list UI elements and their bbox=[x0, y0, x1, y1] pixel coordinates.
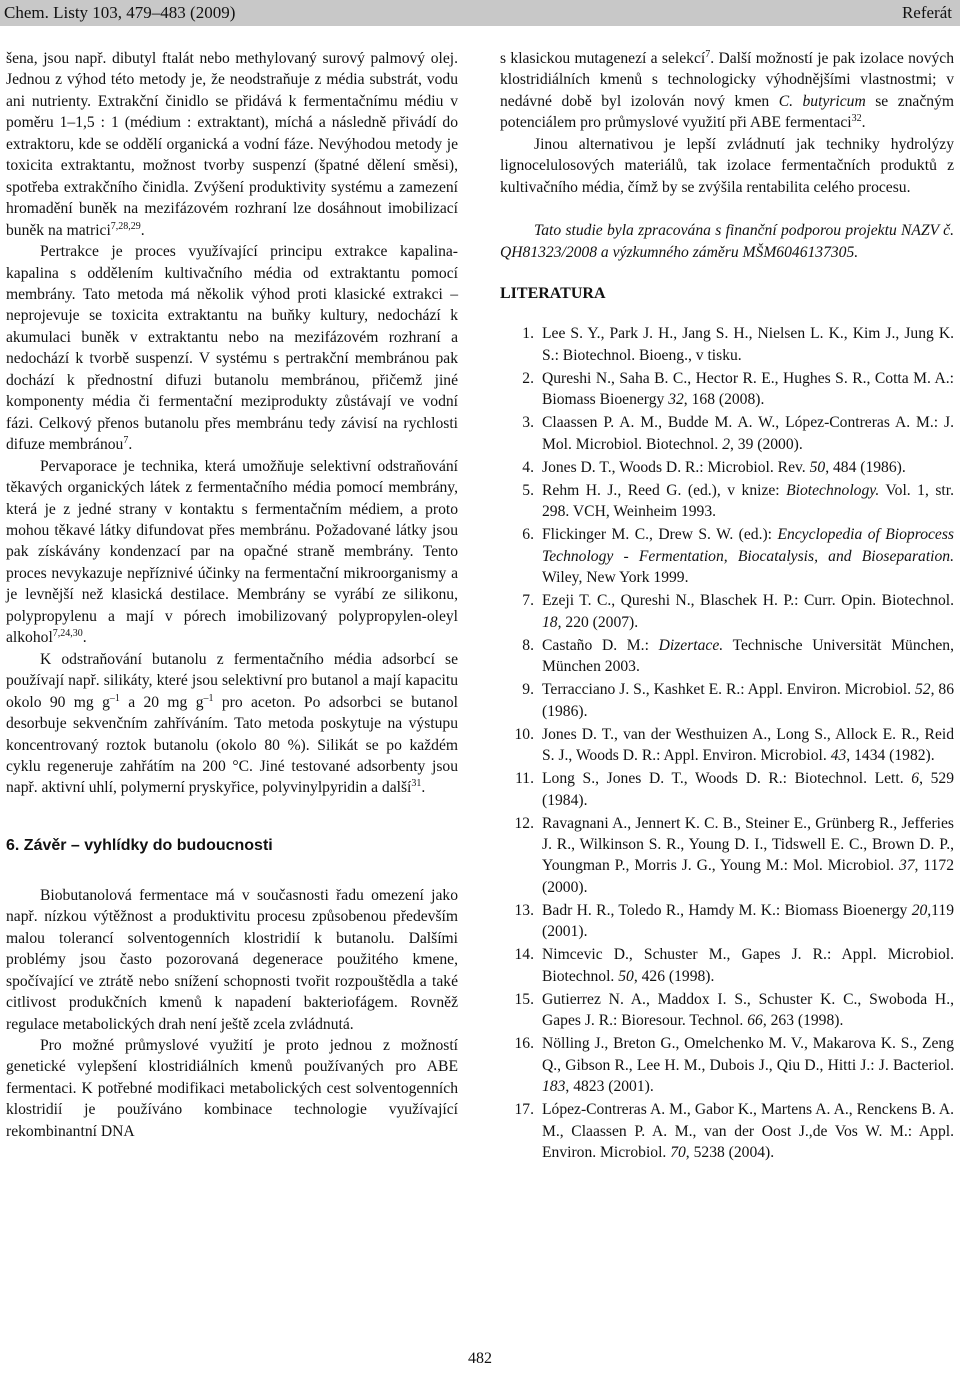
reference-number: 8. bbox=[522, 636, 534, 654]
reference-text: Terracciano J. S., Kashket E. R.: Appl. Environ. Microbiol. 52, 86 (1986). bbox=[542, 681, 954, 720]
paragraph-pertraction: Pertrakce je proces využívající principu extrakce kapalina-kapalina s oddělením kultivačního média od extraktantu pomocí membrány. Tato metoda má několik výhod proti klasické extrakci – neprojevuje se toxicita extraktantu na buňky kultury, nedochází k akumulaci buněk v extraktantu nebo na mezifázovém rozhraní a nedochází k tvorbě suspenzí. V systému s pertrakční membránou pak dochází k přednostní difuzi butanolu membránou, přičemž jiné komponenty média či fermentační meziprodukty zůstávají ve vodní fázi. Celkový přenos butanolu přes membránu tedy závisí na rychlosti difuze membránou$^7$. bbox=[6, 243, 458, 454]
reference-number: 5. bbox=[522, 481, 534, 499]
section-heading-conclusion: 6. Závěr – vyhlídky do budoucnosti bbox=[6, 836, 273, 854]
reference-number: 6. bbox=[522, 526, 534, 544]
reference-number: 3. bbox=[522, 414, 534, 432]
reference-item bbox=[500, 989, 954, 1032]
right-column bbox=[500, 48, 954, 1164]
journal-citation: Chem. Listy 103, 479–483 (2009) bbox=[4, 3, 236, 22]
reference-text: Castaño D. M.: Dizertace. Technische Universität München, München 2003. bbox=[542, 636, 954, 676]
reference-item bbox=[500, 900, 954, 943]
reference-item bbox=[500, 368, 954, 411]
reference-text: Flickinger M. C., Drew S. W. (ed.): Encyclopedia of Bioprocess Technology - Fermentation, Biocatalysis, and Bioseparation. Wiley, New York 1999. bbox=[542, 526, 954, 587]
reference-number: 16. bbox=[514, 1035, 534, 1053]
reference-text: López-Contreras A. M., Gabor K., Martens A. A., Renckens B. A. M., Claassen P. A. M., van der Oost J.,de Vos W. M.: Appl. Environ. Microbiol. 70, 5238 (2004). bbox=[542, 1101, 954, 1162]
paragraph-conclusion-2: Pro možné průmyslové využití je proto jednou z možností genetické vylepšení klostridiálních kmenů používaných pro ABE fermentaci. K potřebné modifikaci metabolických cest solventogenních klostridií je používáno kombinace technologie využívající rekombinantní DNA bbox=[6, 1037, 458, 1140]
reference-item bbox=[500, 412, 954, 455]
reference-number: 7. bbox=[522, 592, 534, 610]
reference-text: Rehm H. J., Reed G. (ed.), v knize: Biotechnology. Vol. 1, str. 298. VCH, Weinheim 1993. bbox=[542, 481, 954, 521]
reference-text: Gutierrez N. A., Maddox I. S., Schuster K. C., Swoboda H., Gapes J. R.: Bioresour. Technol. 66, 263 (1998). bbox=[542, 990, 954, 1030]
reference-item bbox=[500, 457, 954, 478]
reference-text: Long S., Jones D. T., Woods D. R.: Biotechnol. Lett. 6, 529 (1984). bbox=[542, 770, 955, 809]
reference-text: Nölling J., Breton G., Omelchenko M. V., Makarova K. S., Zeng Q., Gibson R., Lee H. M., Dubois J., Qiu D., Hitti J.: J. Bacteriol. 183, 4823 (2001). bbox=[542, 1035, 954, 1096]
reference-text: Ravagnani A., Jennert K. C. B., Steiner E., Grünberg R., Jefferies J. R., Wilkinson S. R., Young D. I., Tidswell E. C., Brown D. P., Youngman P., Morris J. G., Young M.: Mol. Microbiol. 37, 1172 (2000). bbox=[542, 814, 954, 896]
page-number: 482 bbox=[468, 1350, 492, 1367]
reference-number: 9. bbox=[522, 681, 534, 699]
reference-item bbox=[500, 524, 954, 588]
left-column bbox=[6, 48, 458, 1142]
section-label: Referát bbox=[901, 3, 952, 22]
reference-item bbox=[500, 323, 954, 366]
reference-number: 2. bbox=[522, 369, 534, 387]
reference-number: 11. bbox=[515, 770, 534, 788]
reference-text: Jones D. T., Woods D. R.: Microbiol. Rev. 50, 484 (1986). bbox=[542, 458, 906, 476]
reference-item bbox=[500, 480, 954, 523]
reference-item bbox=[500, 679, 954, 722]
reference-text: Ezeji T. C., Qureshi N., Blaschek H. P.: Curr. Opin. Biotechnol. 18, 220 (2007). bbox=[542, 592, 954, 631]
running-header bbox=[0, 0, 960, 26]
paragraph-pervaporation: Pervaporace je technika, která umožňuje selektivní odstraňování těkavých organických látek z fermentačního média pomocí membrány, která je z jedné strany v kontaktu s fermentačním médiem, a proto mohou těkavé látky difundovat přes membránu. Požadované látky jsou pak získávány kondenzací par na opačné straně membrány. Tento proces nevykazuje nepříznivé účinky na fermentační mikroorganismy a je levnější než klasická destilace. Membrány se vyrábí ze silikonu, polypropylenu a mají v pórech imobilizovaný polypropylen-oleyl alkohol$^{7,24,30}$. bbox=[6, 457, 458, 647]
reference-list bbox=[500, 323, 954, 1164]
reference-item bbox=[500, 944, 954, 987]
reference-item bbox=[500, 1033, 954, 1097]
paragraph-extraction: šena, jsou např. dibutyl ftalát nebo methylovaný surový palmový olej. Jednou z výhod této metody je, že neodstraňuje z média substrát, vodu ani nutrienty. Extrakční činidlo se přidává k fermentačnímu médiu v poměru 1–1,5 : 1 (médium : extraktant), míchá a následně přivádí do extraktoru, kde se oddělí organická a vodní fáze. Nevýhodou metody je toxicita extraktantu, možnost tvorby suspenzí (špatné dělení směsi), spotřeba extrakčního činidla. Zvýšení produktivity systému a zamezení hromadění buněk na mezifázovém rozhraní lze dosáhnout imobilizací buněk na matrici$^{7,28,29}$. bbox=[6, 50, 458, 239]
reference-text: Qureshi N., Saha B. C., Hector R. E., Hughes S. R., Cotta M. A.: Biomass Bioenergy 32, 168 (2008). bbox=[542, 369, 954, 409]
reference-number: 13. bbox=[514, 901, 534, 919]
reference-text: Badr H. R., Toledo R., Hamdy M. K.: Biomass Bioenergy 20,119 (2001). bbox=[542, 901, 954, 941]
reference-item bbox=[500, 724, 954, 767]
reference-text: Nimcevic D., Schuster M., Gapes J. R.: Appl. Microbiol. Biotechnol. 50, 426 (1998). bbox=[542, 946, 954, 985]
reference-number: 15. bbox=[514, 990, 534, 1008]
paragraph-new-strains: s klasickou mutagenezí a selekcí$^7$. Další možností je pak izolace nových klostridiálních kmenů s technologicky výhodnějšími vlastnostmi; v nedávné době byl izolován nový kmen C. butyricum se značným potenciálem pro průmyslové využití při ABE fermentaci$^{32}$. bbox=[500, 49, 955, 132]
reference-item bbox=[500, 1099, 954, 1163]
paragraph-adsorption: K odstraňování butanolu z fermentačního média adsorbcí se používají např. silikáty, které jsou selektivní pro butanol a mají kapacitu okolo 90 mg $g^{-1}$ a 20 mg $g^{-1}$ pro aceton. Po adsorbci se butanol desorbuje sekvenčním zahříváním. Tato metoda poskytuje na výstupu koncentrovaný roztok butanolu (okolo 80 %). Silikát se po každém cyklu regeneruje zahřátím na 200 °C. Jiné testované adsorbenty jsou např. aktivní uhlí, polymerní pryskyřice, polyvinylpyridin a další$^{31}$. bbox=[6, 650, 458, 797]
reference-text: Lee S. Y., Park J. H., Jang S. H., Nielsen L. K., Kim J., Jung K. S.: Biotechnol. Bioeng., v tisku. bbox=[542, 325, 954, 364]
paragraph-conclusion-1: Biobutanolová fermentace má v současnosti řadu omezení jako např. nízkou výtěžnost a produktivitu procesu způsobenou především malou tolerancí solventogenních klostridií k butanolu. Dalšími problémy jsou často pozorovaná degenerace použitého kmene, spočívající ve ztrátě nebo snížení schopnosti tvořit rozpouštědla a také citlivost produkčních kmenů k napadení bakteriofágem. Rovněž regulace metabolických drah není ještě zcela zvládnutá. bbox=[6, 886, 458, 1033]
references-heading: LITERATURA bbox=[500, 285, 606, 303]
reference-item bbox=[500, 768, 954, 811]
reference-item bbox=[500, 813, 954, 899]
reference-number: 1. bbox=[522, 325, 534, 343]
reference-number: 10. bbox=[514, 725, 534, 743]
reference-item bbox=[500, 635, 954, 678]
reference-item bbox=[500, 590, 954, 633]
reference-text: Jones D. T., van der Westhuizen A., Long S., Allock E. R., Reid S. J., Woods D. R.: Appl. Environ. Microbiol. 43, 1434 (1982). bbox=[542, 725, 954, 765]
reference-number: 17. bbox=[514, 1101, 534, 1119]
reference-number: 12. bbox=[514, 814, 534, 832]
paragraph-alternative: Jinou alternativou je lepší zvládnutí jak techniky hydrolýzy lignocelulosových materiálů, tak izolace fermentačních produktů z kultivačního média, čímž by se zvýšila rentabilita celého procesu. bbox=[500, 135, 954, 196]
acknowledgement: Tato studie byla zpracována s finanční podporou projektu NAZV č. QH81323/2008 a výzkumného záměru MŠM6046137305. bbox=[500, 222, 954, 261]
reference-number: 14. bbox=[514, 946, 534, 964]
reference-number: 4. bbox=[522, 458, 534, 476]
reference-text: Claassen P. A. M., Budde M. A. W., López-Contreras A. M.: J. Mol. Microbiol. Biotechnol. 2, 39 (2000). bbox=[542, 414, 954, 453]
